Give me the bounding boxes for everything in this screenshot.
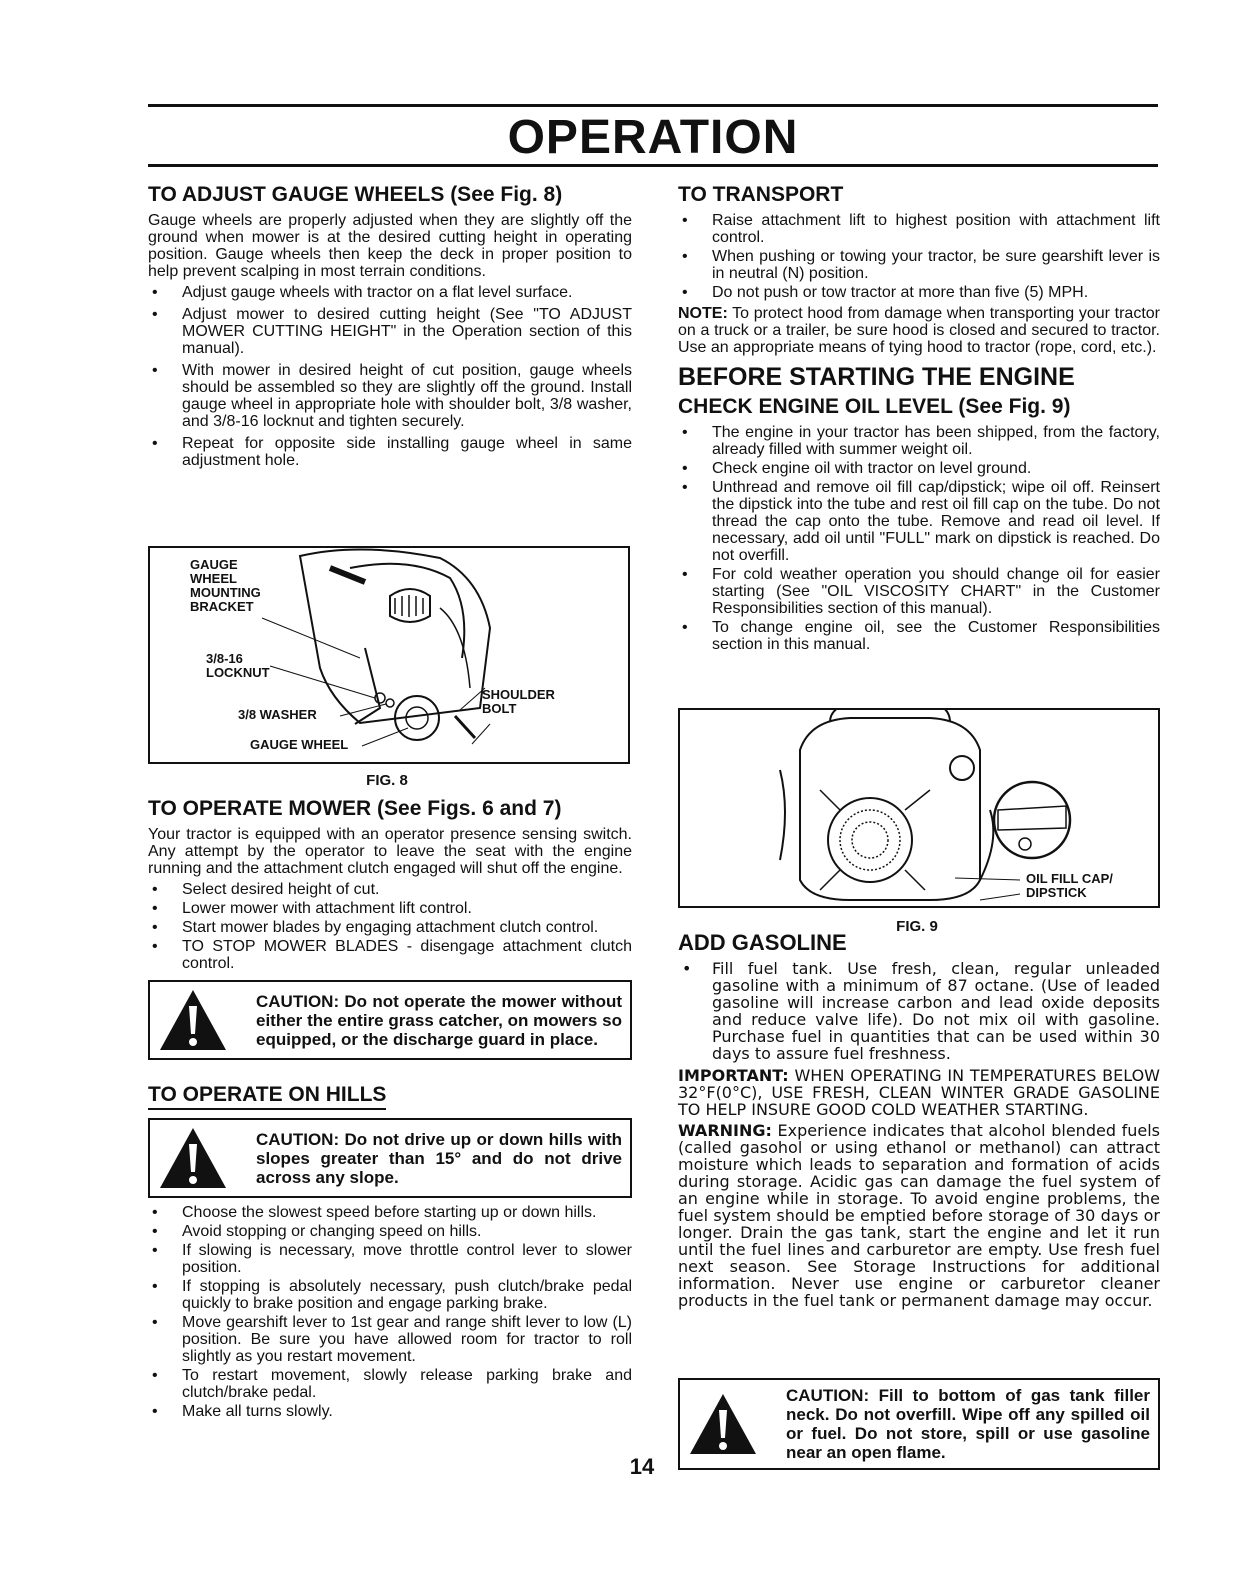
hills-caution-box xyxy=(148,1118,632,1198)
wheel-label: GAUGE WHEEL xyxy=(250,737,349,752)
list-item: • Unthread and remove oil fill cap/dipstick; wipe oil off. Reinsert the dipstick into the tube and rest oil fill cap on the tube. Do not thread the cap onto the tube. Remove and read oil level. If necessary, add oil until "FULL" mark on dipstick is reached. Do not overfill. xyxy=(678,479,1160,564)
transport-note xyxy=(678,305,1160,356)
operate-mower-heading: TO OPERATE MOWER (See Figs. 6 and 7) xyxy=(148,797,562,820)
figure-9 xyxy=(678,708,1160,908)
gasoline-list xyxy=(678,960,1160,1062)
gauge-wheels-intro: Gauge wheels are properly adjusted when they are slightly off the ground when mower is at the desired cutting height in operating position. Gauge wheels then keep the deck in proper position to help prevent scalping in most terrain conditions. xyxy=(148,212,632,280)
list-item: • Avoid stopping or changing speed on hills. xyxy=(148,1223,632,1240)
list-item: • Make all turns slowly. xyxy=(148,1403,632,1420)
before-starting-heading: BEFORE STARTING THE ENGINE xyxy=(678,363,1075,391)
list-item: • Raise attachment lift to highest position with attachment lift control. xyxy=(678,212,1160,246)
figure-9-caption: FIG. 9 xyxy=(896,918,938,935)
left-column-lower xyxy=(148,796,632,1424)
page-number: 14 xyxy=(629,1454,655,1479)
list-item: • Select desired height of cut. xyxy=(148,881,632,898)
washer-label: 3/8 WASHER xyxy=(238,707,317,722)
hills-list xyxy=(148,1204,632,1420)
right-column-lower xyxy=(678,930,1160,1313)
top-rule xyxy=(148,104,1158,107)
operate-mower-intro: Your tractor is equipped with an operator presence sensing switch. Any attempt by the operator to leave the seat with the engine running and the attachment clutch engaged will shut off the engine. xyxy=(148,826,632,877)
gauge-wheels-list xyxy=(148,284,632,469)
important-label: IMPORTANT: xyxy=(678,1066,789,1085)
gauge-wheels-heading: TO ADJUST GAUGE WHEELS (See Fig. 8) xyxy=(148,183,563,206)
note-label: NOTE: xyxy=(678,305,728,322)
mower-caution-text: CAUTION: Do not operate the mower without either the entire grass catcher, on mowers so equipped, or the discharge guard in place. xyxy=(256,991,622,1049)
list-item: • For cold weather operation you should change oil for easier starting (See "OIL VISCOSITY CHART" in the Customer Responsibilities section of this manual). xyxy=(678,566,1160,617)
list-item: • Adjust mower to desired cutting height (See "TO ADJUST MOWER CUTTING HEIGHT" in the Operation section of this manual). xyxy=(148,306,632,357)
check-oil-list xyxy=(678,424,1160,653)
list-item: • Do not push or tow tractor at more than five (5) MPH. xyxy=(678,284,1160,301)
add-gasoline-heading: ADD GASOLINE xyxy=(678,930,847,955)
list-item: • With mower in desired height of cut position, gauge wheels should be assembled so they are slightly off the ground. Install gauge wheel in appropriate hole with shoulder bolt, 3/8 washer, and 3/8-16 locknut and tighten securely. xyxy=(148,362,632,430)
left-column xyxy=(148,182,632,474)
check-oil-heading: CHECK ENGINE OIL LEVEL (See Fig. 9) xyxy=(678,395,1071,418)
list-item: • If slowing is necessary, move throttle control lever to slower position. xyxy=(148,1242,632,1276)
locknut-label: 3/8-16 LOCKNUT xyxy=(206,651,270,680)
right-column xyxy=(678,182,1160,657)
warning-triangle-icon xyxy=(158,988,228,1052)
list-item: • Adjust gauge wheels with tractor on a flat level surface. xyxy=(148,284,632,301)
note-text: To protect hood from damage when transporting your tractor on a truck or a trailer, be sure hood is closed and secured to tractor. Use an appropriate means of tying hood to tractor (rope, cord, etc.). xyxy=(678,305,1161,356)
list-item: • Fill fuel tank. Use fresh, clean, regular unleaded gasoline with a minimum of 87 octane. (Use of leaded gasoline will increase carbon and lead oxide deposits and reduce valve life). Do not mix oil with gasoline. Purchase fuel in quantities that can be used within 30 days to assure fuel freshness. xyxy=(678,960,1160,1062)
transport-heading: TO TRANSPORT xyxy=(678,183,844,206)
list-item: • Start mower blades by engaging attachment clutch control. xyxy=(148,919,632,936)
warning-triangle-icon xyxy=(688,1392,758,1456)
list-item: • Choose the slowest speed before starting up or down hills. xyxy=(148,1204,632,1221)
important-text: WHEN OPERATING IN TEMPERATURES BELOW 32°F(0°C), USE FRESH, CLEAN WINTER GRADE GASOLINE TO HELP INSURE GOOD COLD WEATHER STARTING. xyxy=(678,1066,1160,1119)
warning-label: WARNING: xyxy=(678,1121,772,1140)
gasoline-caution-box xyxy=(678,1378,1160,1470)
bolt-label: SHOULDER BOLT xyxy=(482,687,555,716)
warning-triangle-icon xyxy=(158,1126,228,1190)
list-item: • To change engine oil, see the Customer Responsibilities section in this manual. xyxy=(678,619,1160,653)
transport-list xyxy=(678,212,1160,301)
list-item: • TO STOP MOWER BLADES - disengage attachment clutch control. xyxy=(148,938,632,972)
figure-8-caption: FIG. 8 xyxy=(366,772,408,789)
important-paragraph xyxy=(678,1067,1160,1118)
list-item: • When pushing or towing your tractor, be sure gearshift lever is in neutral (N) position. xyxy=(678,248,1160,282)
title-rule xyxy=(148,164,1158,167)
hills-caution-text: CAUTION: Do not drive up or down hills with slopes greater than 15° and do not drive across any slope. xyxy=(256,1129,622,1187)
list-item: • Check engine oil with tractor on level ground. xyxy=(678,460,1160,477)
warning-paragraph xyxy=(678,1122,1160,1309)
list-item: • Move gearshift lever to 1st gear and range shift lever to low (L) position. Be sure you have allowed room for tractor to roll slightly as you restart movement. xyxy=(148,1314,632,1365)
page-title: OPERATION xyxy=(507,111,799,164)
list-item: • If stopping is absolutely necessary, push clutch/brake pedal quickly to brake position and engage parking brake. xyxy=(148,1278,632,1312)
list-item: • Repeat for opposite side installing gauge wheel in same adjustment hole. xyxy=(148,435,632,469)
hills-heading: TO OPERATE ON HILLS xyxy=(148,1082,386,1110)
list-item: • The engine in your tractor has been shipped, from the factory, already filled with summer weight oil. xyxy=(678,424,1160,458)
mower-caution-box xyxy=(148,980,632,1060)
bracket-label: GAUGE WHEEL MOUNTING BRACKET xyxy=(190,557,261,614)
list-item: • Lower mower with attachment lift control. xyxy=(148,900,632,917)
warning-text: Experience indicates that alcohol blended fuels (called gasohol or using ethanol or methanol) can attract moisture which leads to separation and formation of acids during storage. Acidic gas can damage the fuel system of an engine while in storage. To avoid engine problems, the fuel system should be emptied before storage of 30 days or longer. Drain the gas tank, start the engine and let it run until the fuel lines and carburetor are empty. Use fresh fuel next season. See Storage Instructions for additional information. Never use engine or carburetor cleaner products in the fuel tank or permanent damage may occur. xyxy=(678,1121,1160,1310)
figure-8 xyxy=(148,546,630,764)
list-item: • To restart movement, slowly release parking brake and clutch/brake pedal. xyxy=(148,1367,632,1401)
oil-cap-label: OIL FILL CAP/ DIPSTICK xyxy=(1026,871,1113,900)
gasoline-caution-text: CAUTION: Fill to bottom of gas tank filler neck. Do not overfill. Wipe off any spilled oil or fuel. Do not store, spill or use gasoline near an open flame. xyxy=(786,1386,1150,1462)
operate-mower-list xyxy=(148,881,632,972)
